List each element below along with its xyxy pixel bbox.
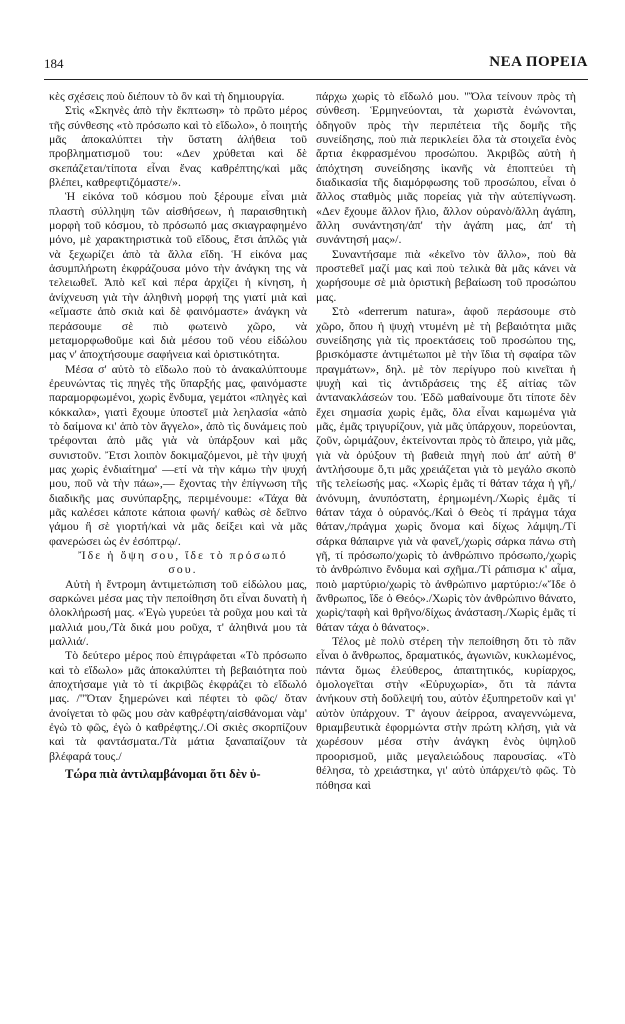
paragraph: Τέλος μὲ πολὺ στέρεη τὴν πεποίθηση ὅτι τὸ πᾶν εἶναι ὁ ἄνθρωπος, δραματικός, ἀγωνιῶν, κυκλωμένος, πάντα ὅμως ἐλεύθερος, ἀπαιτητικός, κυρίαρχος, ὁμολογεῖται στὴν «Εὐρυχωρία», ὅτι τὰ πάντα ἀνήκουν στὴ δοῦλεψή του, αὐτὸν ἐξυπηρετοῦν καὶ γι' αὐτὸν ὑπάρχουν. Τ' ἀγουν ἀείρροα, αναγεννώμενα, θριαμβευτικὰ ἐφορμώντα στὴν πρώτη κλήση, γιὰ νὰ χωρέσουν μέσα στὴν ἀνάγκη ἑνὸς ὑψηλοῦ προορισμοῦ, μιᾶς μεγαλειώδους παρουσίας. «Τὸ θέλησα, τὸ χρειάστηκα, γι' αὐτὸ ὑπάρχει/τὸ φῶς. Τὸ πόθησα καὶ bbox=[316, 634, 576, 792]
paragraph: Αὐτὴ ἡ ἔντρομη ἀντιμετώπιση τοῦ εἰδώλου μας, σαρκώνει μέσα μας τὴν πεποίθηση ὅτι εἶναι δυνατὴ ἡ ὁλοκλήρωσή μας. «Ἐγὼ γυρεύει τὰ ροῦχα μου καὶ τὰ μαλλιά μου,/Τὰ δικά μου ροῦχα, τ' ἀληθινά μου τὰ μαλλιά/. bbox=[49, 576, 307, 649]
running-title: ΝΕΑ ΠΟΡΕΙΑ bbox=[489, 54, 588, 70]
header-rule bbox=[44, 79, 588, 80]
page-number: 184 bbox=[44, 56, 64, 71]
paragraph: Τὸ δεύτερο μέρος ποὺ ἐπιγράφεται «Τὸ πρόσωπο καὶ τὸ εἴδωλο» μᾶς ἀποκαλύπτει τὴ βεβαιότητα ποὺ ἀποχτήσαμε γιὰ τὸ τί ἀκριβῶς ἐκφράζει τὸ εἴδωλό μας. /"Ὅταν ξημερώνει καὶ πέφτει τὸ φῶς/ ὅταν ἀνοίγεται τὸ φῶς μου σὰν καθρέφτη/αἰσθάνομαι νὰμ' ἐγὼ τὸ φῶς, ἐγὼ ὁ καθρέφτης./.Οἱ σκιὲς σκορπίζουν καὶ τὰ φαντάσματα./Τὰ μάτια ξαναπαίζουν τὰ βλέφαρά τους./ bbox=[49, 648, 307, 763]
left-column bbox=[49, 89, 307, 989]
paragraph: πάρχω χωρὶς τὸ εἴδωλό μου. "Ὅλα τείνουν πρὸς τὴ σύνθεση. Ἑρμηνεύονται, τὰ χωριστὰ ἑνώνονται, ὁδηγοῦν πρὸς τὴν περιπέτεια τῆς δομῆς τῆς συνείδησης, ποὺ πιὰ περικλείει ὅλα τὰ στοιχεῖα ἑνὸς ἄρτια ἐκφρασμένου προσώπου. Ἀκριβῶς αὐτὴ ἡ ἀπόχτηση συνείδησης ἱκανῆς νὰ ἐποπτεύει τὴ διαδικασία τῆς διαμόρφωσης τοῦ προσώπου, εἶναι ὁ ἄλλος σταθμὸς μιᾶς πορείας γιὰ τὴν αὐτεπίγνωση. «Δεν ἔχουμε ἄλλον ἥλιο, ἄλλον οὐρανὸ/ἄλλη ἀγάπη, ἄλλη συνάντηση/ἀπ' τὴν ἀγάπη μας, ἀπ' τὴ συνάντησή μας»/. bbox=[316, 89, 576, 247]
page-header bbox=[44, 54, 588, 76]
paragraph: Μέσα σ' αὐτὸ τὸ εἴδωλο ποὺ τὸ ἀνακαλύπτουμε ἐρευνώντας τὶς πηγὲς τῆς ὕπαρξής μας, φαινόμαστε παραμορφωμένοι, χωρὶς ἔνδυμα, γεμάτοι «πληγὲς καὶ κόκκαλα», γιατὶ ἔχουμε ὑποστεῖ μιὰ λεηλασία «ἀπὸ τὸ δαίμονα κι' ἀπὸ τὸν ἄγγελο», ἀπὸ τὶς δυνάμεις ποὺ τρέφονται ἀπὸ μᾶς γιὰ νὰ ὑπάρξουν καὶ μᾶς συνιστοῦν. Ἔτσι λοιπὸν δοκιμαζόμενοι, μὲ τὴν ψυχή μας χωρὶς ἐνδιαίτημα' —ετί νὰ τὴν κάμω τὴν ψυχή μου, ποῦ νὰ τὴν πάω»,— ἔχοντας τὴν ἐπίγνωση τῆς διαδικῆς μας συνύπαρξης, περιμένουμε: «Τάχα θὰ μᾶς καλέσει κάποτε κάποια φωνή/ καθὼς σὲ δεῖπνο γάμου ἢ σὲ γιορτή/καὶ νὰ μᾶς δείξει καὶ νὰ μᾶς φανερώσει ὡς ἐν ἐσόπτρῳ/. bbox=[49, 361, 307, 548]
paragraph: Στὶς «Σκηνὲς ἀπὸ τὴν ἔκπτωση» τὸ πρῶτο μέρος τῆς σύνθεσης «τὸ πρόσωπο καὶ τὸ εἴδωλο», ὁ ποιητής μᾶς ἀποκαλύπτει τὴν ὕστατη ἀλήθεια τοῦ προβληματισμοῦ του: «Δεν χρύθεται καὶ δὲ σκεπάζεται/τίποτα εἶναι ἕνας καθρέπτης/καὶ μᾶς βλέπει, καθρεφτιζόμαστε/». bbox=[49, 103, 307, 190]
paragraph: κὲς σχέσεις ποὺ διέπουν τὸ ὂν καὶ τὴ δημιουργία. bbox=[49, 89, 285, 103]
spaced-verse-line: Ἴδε ἡ ὄψη σου, ἴδε τὸ πρόσωπό σου. bbox=[78, 548, 288, 577]
right-column bbox=[316, 89, 576, 989]
paragraph: Στὸ «derrerum natura», ἀφοῦ περάσουμε στὸ χῶρο, ὅπου ἡ ψυχὴ ντυμένη μὲ τὴ βεβαιότητα μιᾶς συνείδησης γιὰ τὶς προεκτάσεις τοῦ προσώπου της, βρισκόμαστε ἀντιμέτωποι μὲ τὴν ἴδια τὴ σφαίρα τῶν πραγμάτων», δηλ. μὲ τὸν περίγυρο ποὺ κινεῖται ἡ ψυχὴ καὶ τὶς ἀντιδράσεις της ἐξ αἰτίας τῶν ἀντανακλάσεών του. Ἐδῶ μαθαίνουμε ὅτι τίποτε δὲν ἔχει σημασία χωρὶς ἐμᾶς, ὅλα εἶναι καμωμένα γιὰ μᾶς, ἐμᾶς τριγυρίζουν, γιὰ μᾶς ὑπάρχουν, πορεύονται, ζοῦν, ὡριμάζουν, ἐκτείνονται πρὸς τὸ ἄπειρο, γιὰ μᾶς, γιὰ νὰ ὀρύξουν τὴ βαθειὰ πηγὴ ποὺ ἀπ' αὐτὴ θ' ἀντλήσουμε ὅ,τι μᾶς χρειάζεται γιὰ τὸ μεγάλο σκοπὸ τῆς τελείωσής μας. «Χωρὶς ἐμᾶς τί θάταν τάχα ἡ γῆ,/ἀνόνυμη, ἀνυπόστατη, ἐρημωμένη./Χωρὶς ἐμᾶς τί θάταν τάχα ὁ οὐρανός./Καὶ ὁ Θεὸς τί πράγμα τάχα θάταν,/πράγμα χωρὶς ὄνομα καὶ δίχως λάμψη./Τί σάρκα θάπαιρνε γιὰ νὰ φανεῖ,/χωρὶς σάρκα πάνω στὴ γῆ, τί πρόσωπο/χωρὶς τὸ ἀνθρώπινο πρόσωπο,/χωρὶς τὸ ἀνθρώπινο ἔνδυμα καὶ σχῆμα./Τί ράπισμα κ' αἷμα, ποιὸ μαρτύριο/χωρὶς τὸ ἀνθρώπινο μαρτύριο:/«Ἴδε ὁ ἄνθρωπος, ἴδε ὁ Θεός»./Χωρὶς τὸν ἀνθρώπινο θάνατο, χωρὶς/ταφὴ καὶ θρῆνο/δίχως ἀνάσταση./Χωρὶς ἐμᾶς τί θάταν τάχα ὁ θάνατος». bbox=[316, 304, 576, 634]
paragraph: Συναντήσαμε πιὰ «ἐκεῖνο τὸν ἄλλο», ποὺ θὰ προστεθεῖ μαζί μας καὶ ποὺ τελικὰ θὰ μᾶς κάνει νὰ χωρήσουμε σὲ μιὰ ὁριστικὴ βεβαίωση τοῦ προσώπου μας. bbox=[316, 246, 576, 304]
paragraph: Ἡ εἰκόνα τοῦ κόσμου ποὺ ξέρουμε εἶναι μιὰ πλαστὴ σύλληψη τῶν αἰσθήσεων, ἡ παραισθητικὴ μορφὴ τοῦ κόσμου, τὸ πρόσωπό μας σκιαγραφημένο μόνο, μὲ χαρακτηριστικὰ τοῦ εἴδους, ἔτσι ἁπλῶς γιὰ νὰ ξεχωρίζει ἀπὸ τὰ ἄλλα εἴδη. Ἡ εἰκόνα μας ἀσυμπλήρωτη ἐκφράζουσα μόνο τὴν ἀνάγκη της νὰ τελειωθεῖ. Ἀπὸ κεῖ καὶ πέρα ἀρχίζει ἡ κίνηση, ἡ ἀνίχνευση γιὰ τὴν ἀληθινὴ μορφή της γιατί μιὰ καὶ «εἴμαστε ἀπὸ σκιὰ καὶ δὲ φαινόμαστε» ἀνάγκη νὰ περάσουμε σὲ πιὸ φωτεινὸ χῶρο, νὰ μεταμορφωθοῦμε καὶ διὰ μέσου τοῦ νέου εἰδώλου μας ν' ἀποχτήσουμε σαφήνεια καὶ ὁριστικότητα. bbox=[49, 189, 307, 362]
paragraph: Τώρα πιὰ ἀντιλαμβάνομαι ὅτι δὲν ὑ- bbox=[65, 767, 261, 782]
